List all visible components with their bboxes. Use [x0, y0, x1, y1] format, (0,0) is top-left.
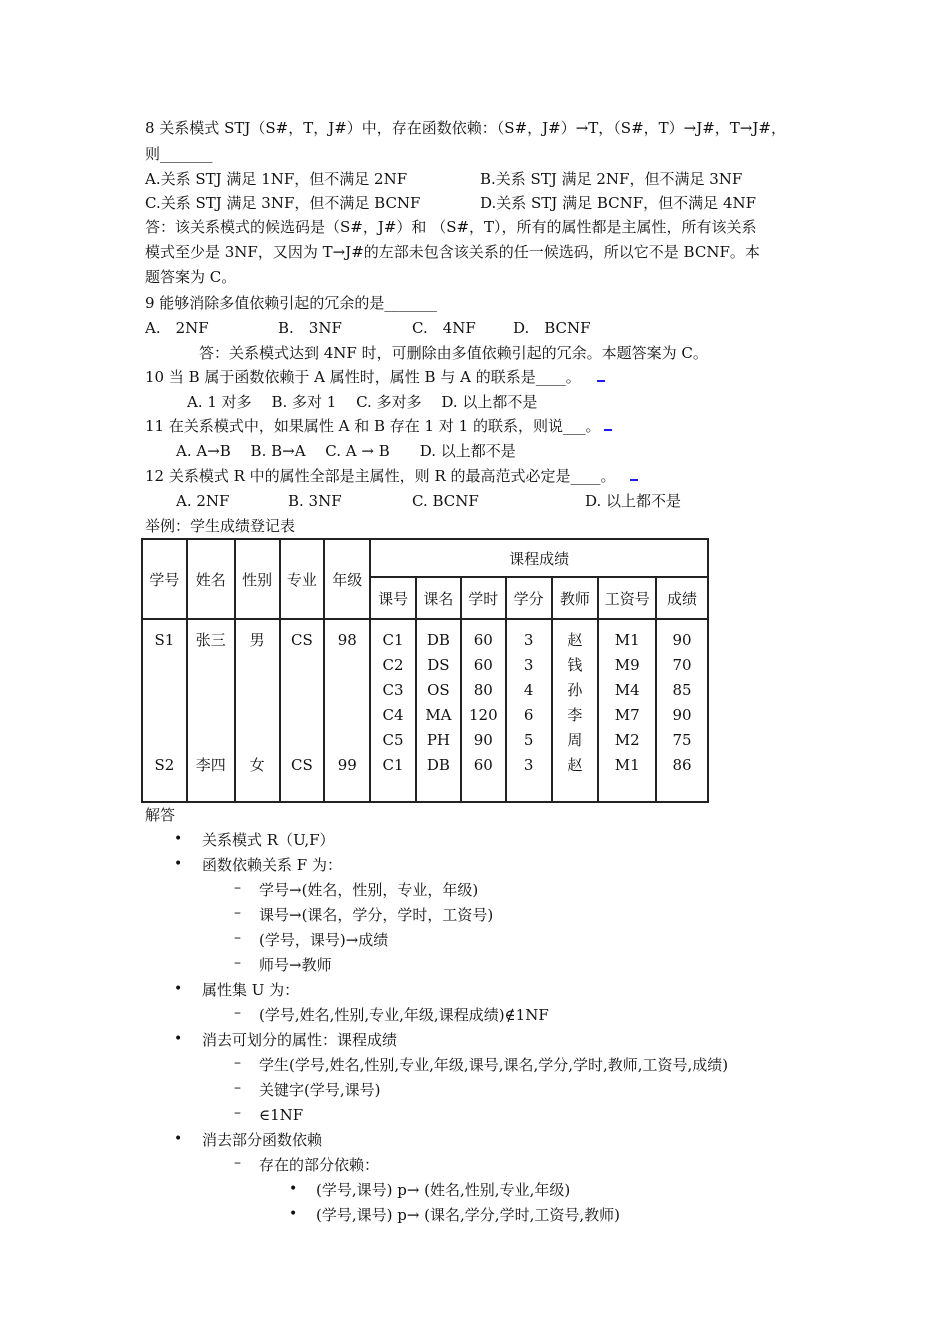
header-name: 姓名: [187, 539, 235, 619]
dash-icon: –: [234, 1105, 241, 1121]
dash-icon: –: [234, 930, 241, 946]
grades-table: [141, 538, 709, 803]
dash-icon: –: [234, 1005, 241, 1021]
solution-fd-4: 师号→教师: [259, 956, 332, 974]
header-course-no: 课号: [370, 577, 416, 619]
q8-option-a: A.关系 STJ 满足 1NF，但不满足 2NF: [145, 170, 408, 188]
header-hours: 学时: [461, 577, 506, 619]
dash-icon: –: [234, 905, 241, 921]
q8-answer-line2: 模式至少是 3NF，又因为 T→J#的左部未包含该关系的任一候选码，所以它不是 BCNF。本: [145, 243, 760, 261]
q9-option-b: B. 3NF: [278, 319, 342, 337]
dash-icon: –: [234, 1055, 241, 1071]
q8-line2: 则_______: [145, 145, 213, 163]
q11-question: 11 在关系模式中，如果属性 A 和 B 存在 1 对 1 的联系，则说___。: [145, 416, 612, 436]
q12-option-d: D. 以上都不是: [585, 492, 682, 510]
column-student-id: S1 S2: [142, 619, 187, 802]
bullet-icon: •: [289, 1181, 298, 1197]
solution-item-remove-divisible: 消去可划分的属性：课程成绩: [202, 1031, 398, 1049]
header-staff-no: 工资号: [598, 577, 656, 619]
column-hours: 60 60 80 120 90 60: [461, 619, 506, 802]
q9-question: 9 能够消除多值依赖引起的冗余的是_______: [145, 294, 437, 312]
q9-option-d: D. BCNF: [513, 319, 591, 337]
q10-options: A. 1 对多 B. 多对 1 C. 多对多 D. 以上都不是: [187, 393, 538, 411]
q12-option-b: B. 3NF: [288, 492, 342, 510]
solution-remove-divisible-3: ∈1NF: [259, 1106, 304, 1124]
q8-option-d: D.关系 STJ 满足 BCNF，但不满足 4NF: [480, 194, 757, 212]
header-teacher: 教师: [552, 577, 599, 619]
column-course-name: DB DS OS MA PH DB: [416, 619, 461, 802]
q9-option-c: C. 4NF: [412, 319, 476, 337]
q12-option-c: C. BCNF: [412, 492, 479, 510]
dash-icon: –: [234, 1080, 241, 1096]
solution-partial-deps: 存在的部分依赖：: [259, 1156, 380, 1174]
example-title: 举例：学生成绩登记表: [145, 517, 296, 535]
q8-answer-line1: 答：该关系模式的候选码是（S#，J#）和 （S#，T），所有的属性都是主属性，所有该关系: [145, 218, 757, 236]
answer-link[interactable]: [597, 368, 605, 382]
q11-options: A. A→B B. B→A C. A → B D. 以上都不是: [176, 442, 516, 460]
solution-item-attrset: 属性集 U 为：: [202, 981, 300, 999]
answer-link[interactable]: [630, 467, 638, 481]
bullet-icon: •: [174, 831, 183, 847]
solution-fd-2: 课号→(课名，学分，学时，工资号): [259, 906, 494, 924]
header-sex: 性别: [235, 539, 280, 619]
header-grade: 年级: [324, 539, 370, 619]
solution-title: 解答: [145, 806, 176, 824]
solution-fd-3: (学号，课号)→成绩: [259, 931, 389, 949]
header-course-scores: 课程成绩: [370, 539, 708, 577]
header-course-name: 课名: [416, 577, 461, 619]
column-course-no: C1 C2 C3 C4 C5 C1: [370, 619, 416, 802]
q9-option-a: A. 2NF: [145, 319, 209, 337]
q8-line1: 8 关系模式 STJ（S#，T，J#）中，存在函数依赖：（S#，J#）→T，（S#，T）→J#，T→J#，: [145, 119, 786, 137]
bullet-icon: •: [174, 856, 183, 872]
bullet-icon: •: [174, 981, 183, 997]
q12-option-a: A. 2NF: [176, 492, 230, 510]
solution-attrset-1: (学号,姓名,性别,专业,年级,课程成绩)∉1NF: [259, 1006, 549, 1024]
solution-item-fd: 函数依赖关系 F 为：: [202, 856, 342, 874]
bullet-icon: •: [289, 1206, 298, 1222]
solution-fd-1: 学号→(姓名，性别，专业，年级): [259, 881, 479, 899]
column-credit: 3 3 4 6 5 3: [506, 619, 552, 802]
dash-icon: –: [234, 880, 241, 896]
q8-option-b: B.关系 STJ 满足 2NF，但不满足 3NF: [480, 170, 743, 188]
bullet-icon: •: [174, 1131, 183, 1147]
solution-partial-dep-2: (学号,课号) p→ (课名,学分,学时,工资号,教师): [316, 1206, 620, 1224]
q10-question: 10 当 B 属于函数依赖于 A 属性时，属性 B 与 A 的联系是____。: [145, 367, 605, 387]
q8-answer-line3: 题答案为 C。: [145, 268, 237, 286]
column-grade: 98 99: [324, 619, 370, 802]
q9-answer: 答：关系模式达到 4NF 时，可删除由多值依赖引起的冗余。本题答案为 C。: [199, 344, 708, 362]
column-sex: 男 女: [235, 619, 280, 802]
column-score: 90 70 85 90 75 86: [656, 619, 708, 802]
dash-icon: –: [234, 955, 241, 971]
header-credit: 学分: [506, 577, 552, 619]
header-major: 专业: [280, 539, 325, 619]
column-major: CS CS: [280, 619, 325, 802]
answer-link[interactable]: [604, 417, 612, 431]
header-student-id: 学号: [142, 539, 187, 619]
column-teacher: 赵 钱 孙 李 周 赵: [552, 619, 599, 802]
column-name: 张三 李四: [187, 619, 235, 802]
solution-remove-divisible-1: 学生(学号,姓名,性别,专业,年级,课号,课名,学分,学时,教师,工资号,成绩): [259, 1056, 729, 1074]
bullet-icon: •: [174, 1031, 183, 1047]
header-score: 成绩: [656, 577, 708, 619]
column-staff-no: M1 M9 M4 M7 M2 M1: [598, 619, 656, 802]
solution-item-remove-partial: 消去部分函数依赖: [202, 1131, 323, 1149]
q12-question: 12 关系模式 R 中的属性全部是主属性，则 R 的最高范式必定是____。: [145, 466, 638, 486]
dash-icon: –: [234, 1155, 241, 1171]
solution-partial-dep-1: (学号,课号) p→ (姓名,性别,专业,年级): [316, 1181, 571, 1199]
solution-item-relation: 关系模式 R（U,F）: [202, 831, 335, 849]
q8-option-c: C.关系 STJ 满足 3NF，但不满足 BCNF: [145, 194, 421, 212]
solution-remove-divisible-2: 关键字(学号,课号): [259, 1081, 381, 1099]
